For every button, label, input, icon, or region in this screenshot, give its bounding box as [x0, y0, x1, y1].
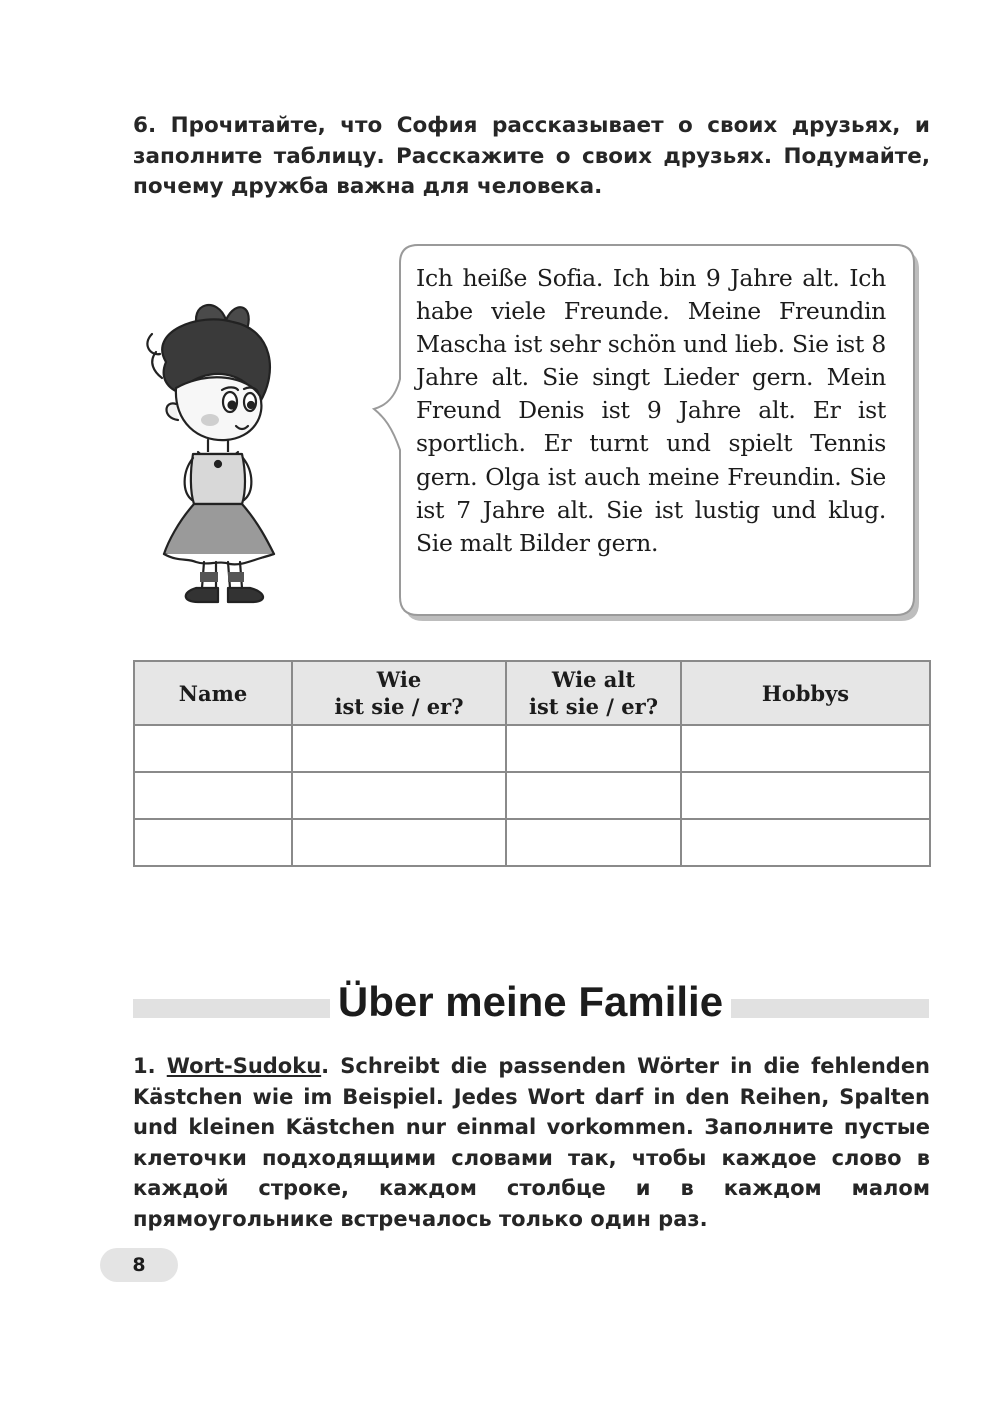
table-cell[interactable]	[506, 725, 681, 772]
table-cell[interactable]	[134, 725, 292, 772]
exercise-1-instruction-de: . Schreibt die passenden Wörter in die fehlenden Kästchen wie im Beispiel. Jedes Wort darf in den Reihen, Spalten und kleinen Kästchen nur einmal vorkommen.	[133, 1054, 931, 1139]
table-cell[interactable]	[292, 725, 506, 772]
table-cell[interactable]	[681, 725, 930, 772]
table-cell[interactable]	[292, 772, 506, 819]
girl-illustration	[138, 292, 308, 612]
exercise-6-instruction: 6. Прочитайте, что София рассказывает о своих друзьях, и заполните таблицу. Расскажите о своих друзьях. Подумайте, почему дружба важна для человека.	[133, 113, 930, 199]
table-row	[134, 819, 930, 866]
section-title: Über meine Familie	[337, 978, 724, 1025]
table-cell[interactable]	[506, 819, 681, 866]
table-header-row	[134, 661, 930, 725]
section-rule-right	[731, 999, 929, 1018]
table-row	[134, 772, 930, 819]
exercise-1-keyword: Wort-Sudoku	[166, 1054, 322, 1078]
header-name: Name	[134, 661, 292, 725]
friends-table	[133, 660, 931, 867]
speech-bubble-text: Ich heiße Sofia. Ich bin 9 Jahre alt. Ich habe viele Freunde. Meine Freundin Mascha ist sehr schön und lieb. Sie ist 8 Jahre alt. Sie singt Lieder gern. Mein Freund Denis ist 9 Jahre alt. Er ist sportlich. Er turnt und spielt Tennis gern. Olga ist auch meine Freundin. Sie ist 7 Jahre alt. Sie ist lustig und klug. Sie malt Bilder gern.	[416, 264, 886, 557]
exercise-1-instruction	[133, 1051, 930, 1234]
table-cell[interactable]	[292, 819, 506, 866]
page-number: 8	[132, 1254, 146, 1276]
exercise-1-instruction-ru: Заполните пустые клеточки подходящими словами так, чтобы каждое слово в каждой строке, каждом столбце и в каждом малом прямоугольнике встречалось только один раз.	[133, 1115, 930, 1231]
header-hobbies: Hobbys	[681, 661, 930, 725]
exercise-1-number: 1.	[133, 1054, 156, 1078]
header-age: Wie alt ist sie / er?	[506, 661, 681, 725]
section-rule-left	[133, 999, 330, 1018]
table-row	[134, 725, 930, 772]
table-cell[interactable]	[134, 819, 292, 866]
table-cell[interactable]	[681, 772, 930, 819]
table-cell[interactable]	[134, 772, 292, 819]
table-cell[interactable]	[681, 819, 930, 866]
header-what-like: Wie ist sie / er?	[292, 661, 506, 725]
table-cell[interactable]	[506, 772, 681, 819]
